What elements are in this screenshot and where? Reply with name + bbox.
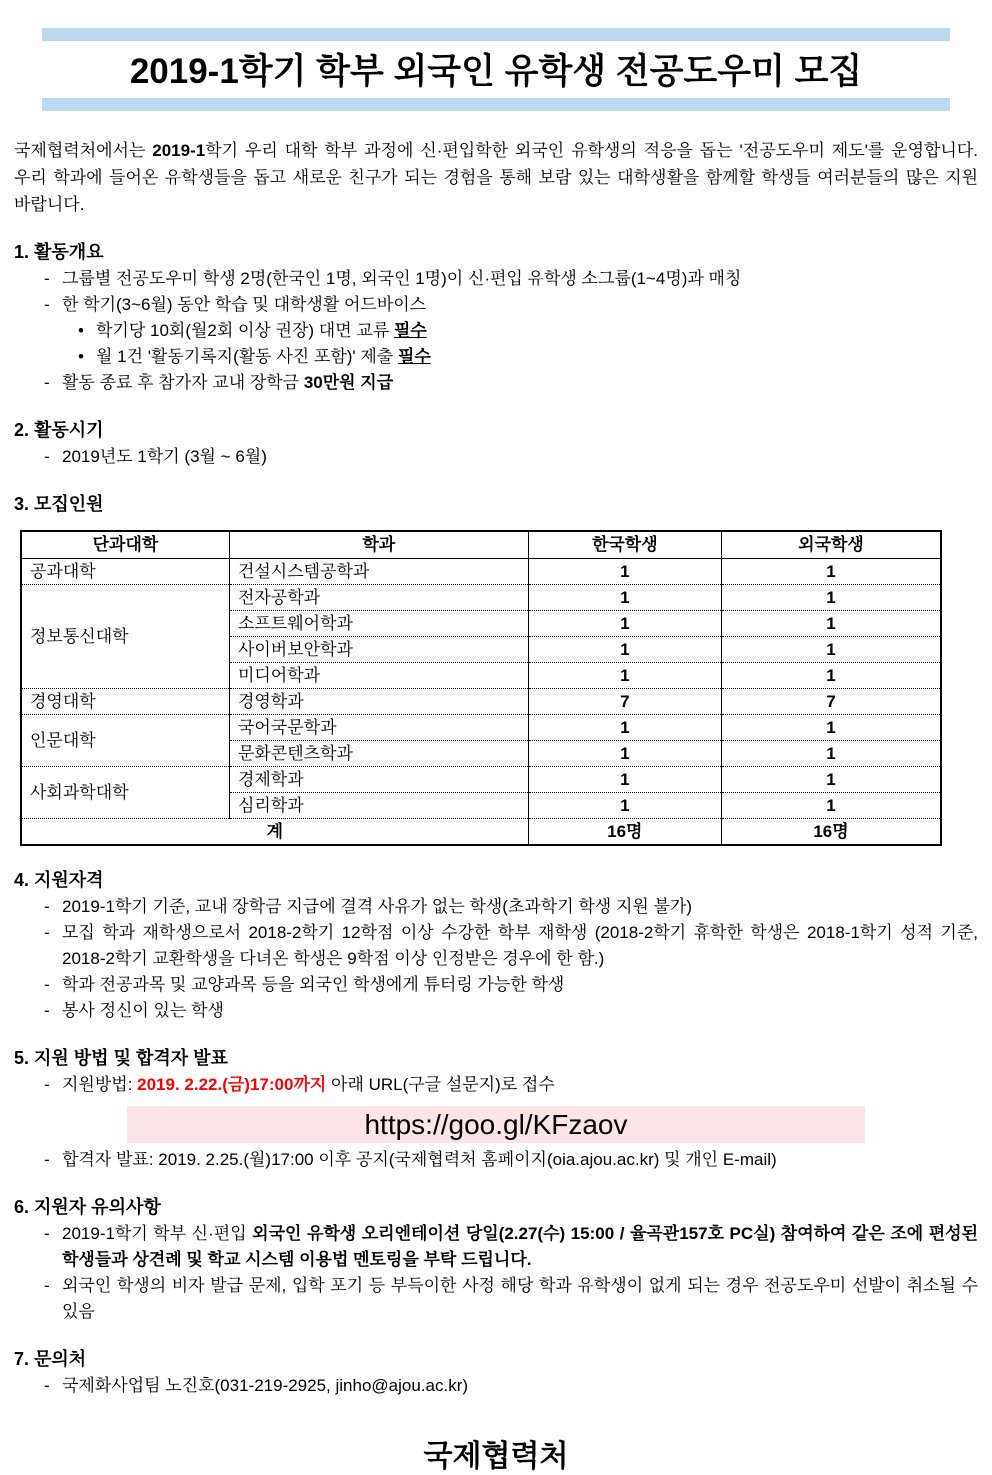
header-foreign-students: 외국학생: [722, 531, 942, 559]
foreign-count-cell: 1: [722, 767, 942, 793]
text-segment: 봉사 정신이 있는 학생: [62, 1001, 224, 1020]
text-segment: 2019-1: [152, 141, 206, 160]
title-bottom-bar: [42, 98, 950, 111]
section-6-items: [14, 1221, 978, 1325]
section-6-heading: 6. 지원자 유의사항: [14, 1197, 161, 1217]
text-segment: 그룹별 전공도우미 학생 2명(한국인 1명, 외국인 1명)이 신·편입 유학생 소그룹(1~4명)과 매칭: [62, 269, 742, 288]
korean-count-cell: 1: [528, 663, 721, 689]
table-row: [21, 715, 941, 741]
korean-count-cell: 1: [528, 741, 721, 767]
list-item-text: [62, 1072, 978, 1098]
text-segment: 월 1건 '활동기록지(활동 사진 포함)' 제출: [96, 347, 398, 366]
table-header-row: [21, 531, 941, 559]
college-cell: 경영대학: [21, 689, 229, 715]
title-top-bar: [42, 28, 950, 41]
list-item: [14, 344, 978, 370]
list-item: [14, 1072, 978, 1098]
list-marker: -: [44, 1376, 50, 1395]
list-item-text: [62, 444, 978, 470]
text-segment: 한 학기(3~6월) 동안 학습 및 대학생활 어드바이스: [62, 295, 427, 314]
list-item: [14, 318, 978, 344]
total-korean-cell: 16명: [528, 819, 721, 846]
total-foreign-cell: 16명: [722, 819, 942, 846]
text-segment: 2019년도 1학기 (3월 ~ 6월): [62, 447, 267, 466]
list-item: [14, 972, 978, 998]
list-item-text: [62, 1221, 978, 1273]
list-item: [14, 266, 978, 292]
list-item-text: [62, 1273, 978, 1325]
application-url-link[interactable]: https://goo.gl/KFzaov: [127, 1106, 865, 1143]
total-label-cell: 계: [21, 819, 528, 846]
text-segment: 외국인 학생의 비자 발급 문제, 입학 포기 등 부득이한 사정 해당 학과 유학생이 없게 되는 경우 전공도우미 선발이 취소될 수 있음: [62, 1276, 978, 1321]
list-item-text: [62, 998, 978, 1024]
title-block: [42, 28, 950, 111]
list-marker: -: [44, 975, 50, 994]
list-item-text: [62, 292, 978, 318]
list-item: [14, 1221, 978, 1273]
recruitment-table: [20, 530, 942, 846]
section-4-items: [14, 894, 978, 1024]
list-item: [14, 920, 978, 972]
table-row: [21, 559, 941, 585]
list-item: [14, 370, 978, 396]
korean-count-cell: 1: [528, 637, 721, 663]
department-cell: 전자공학과: [229, 585, 528, 611]
list-marker: -: [44, 295, 50, 314]
foreign-count-cell: 1: [722, 585, 942, 611]
text-segment: 국제협력처에서는: [14, 141, 153, 160]
text-segment: 국제화사업팀 노진호(031-219-2925, jinho@ajou.ac.kr): [62, 1376, 469, 1395]
department-cell: 심리학과: [229, 793, 528, 819]
list-item: [14, 894, 978, 920]
section-application-method: [14, 1046, 978, 1173]
list-item-text: [96, 318, 978, 344]
footer-org-name: 국제협력처: [423, 1440, 569, 1473]
department-cell: 경제학과: [229, 767, 528, 793]
list-marker: -: [44, 923, 50, 942]
college-cell: 정보통신대학: [21, 585, 229, 689]
college-cell: 인문대학: [21, 715, 229, 767]
foreign-count-cell: 1: [722, 793, 942, 819]
list-marker: -: [44, 447, 50, 466]
list-item-text: [96, 344, 978, 370]
department-cell: 건설시스템공학과: [229, 559, 528, 585]
section-activity-period: [14, 418, 978, 470]
list-marker: -: [44, 1276, 50, 1295]
list-marker: •: [78, 321, 84, 340]
text-segment: 필수: [397, 347, 431, 366]
section-2-items: [14, 444, 978, 470]
list-item: [14, 1373, 978, 1399]
section-eligibility: [14, 868, 978, 1024]
intro-paragraph: [14, 137, 978, 218]
section-4-heading: 4. 지원자격: [14, 870, 104, 890]
college-cell: 사회과학대학: [21, 767, 229, 819]
section-1-heading: 1. 활동개요: [14, 242, 104, 262]
korean-count-cell: 7: [528, 689, 721, 715]
section-7-items: [14, 1373, 978, 1399]
list-marker: -: [44, 1224, 50, 1243]
section-applicant-notes: [14, 1195, 978, 1325]
foreign-count-cell: 1: [722, 741, 942, 767]
text-segment: 활동 종료 후 참가자 교내 장학금: [62, 373, 304, 392]
korean-count-cell: 1: [528, 793, 721, 819]
text-segment: 합격자 발표: 2019. 2.25.(월)17:00 이후 공지(국제협력처 홈페이지(oia.ajou.ac.kr) 및 개인 E-mail): [62, 1150, 777, 1169]
text-segment: 학과 전공과목 및 교양과목 등을 외국인 학생에게 튜터링 가능한 학생: [62, 975, 565, 994]
korean-count-cell: 1: [528, 585, 721, 611]
list-item-text: [62, 266, 978, 292]
section-recruitment-numbers: [14, 492, 978, 846]
table-total-row: [21, 819, 941, 846]
list-item-text: [62, 920, 978, 972]
list-item-text: [62, 370, 978, 396]
list-item: [14, 1273, 978, 1325]
text-segment: 외국인 유학생 오리엔테이션 당일(2.27(수) 15:00 / 율곡관157호 PC실) 참여하여 같은 조에 편성된 학생들과 상견례 및 학교 시스템 이용법 멘토링을 부탁 드립니다.: [62, 1224, 979, 1269]
department-cell: 문화콘텐츠학과: [229, 741, 528, 767]
college-cell: 공과대학: [21, 559, 229, 585]
list-item-text: [62, 894, 978, 920]
list-item-text: [62, 1373, 978, 1399]
section-5-items-after: [14, 1147, 978, 1173]
korean-count-cell: 1: [528, 611, 721, 637]
text-segment: 학기 우리 대학 학부 과정에 신·편입학한 외국인 유학생의 적응을 돕는 '전공도우미 제도'를 운영합니다. 우리 학과에 들어온 유학생들을 돕고 새로운 친구가 되는 경험을 통해 보람 있는 대학생활을 함께할 학생들 여러분들의 많은 지원 바랍니다.: [14, 141, 978, 214]
korean-count-cell: 1: [528, 715, 721, 741]
list-marker: -: [44, 897, 50, 916]
list-item-text: [62, 972, 978, 998]
section-activity-overview: [14, 240, 978, 396]
table-row: [21, 585, 941, 611]
text-segment: 학기당 10회(월2회 이상 권장) 대면 교류: [96, 321, 394, 340]
list-marker: -: [44, 373, 50, 392]
list-marker: -: [44, 1001, 50, 1020]
text-segment: 30만원 지급: [303, 373, 394, 392]
section-1-items: [14, 266, 978, 396]
text-segment: 2019-1학기 기준, 교내 장학금 지급에 결격 사유가 없는 학생(초과학기 학생 지원 불가): [62, 897, 693, 916]
foreign-count-cell: 1: [722, 663, 942, 689]
section-5-heading: 5. 지원 방법 및 합격자 발표: [14, 1048, 228, 1068]
header-college: 단과대학: [21, 531, 229, 559]
department-cell: 사이버보안학과: [229, 637, 528, 663]
department-cell: 국어국문학과: [229, 715, 528, 741]
page-title: 2019-1학기 학부 외국인 유학생 전공도우미 모집: [129, 52, 863, 91]
list-item: [14, 292, 978, 318]
department-cell: 경영학과: [229, 689, 528, 715]
list-item: [14, 444, 978, 470]
header-korean-students: 한국학생: [528, 531, 721, 559]
table-body: [21, 559, 941, 846]
list-item: [14, 1147, 978, 1173]
foreign-count-cell: 1: [722, 637, 942, 663]
text-segment: 모집 학과 재학생으로서 2018-2학기 12학점 이상 수강한 학부 재학생 (2018-2학기 휴학한 학생은 2018-1학기 성적 기준, 2018-2학기 교환학생을 다녀온 학생은 9학점 이상 인정받은 경우에 한 함.): [62, 923, 978, 968]
list-marker: -: [44, 269, 50, 288]
list-item: [14, 998, 978, 1024]
foreign-count-cell: 7: [722, 689, 942, 715]
foreign-count-cell: 1: [722, 559, 942, 585]
section-5-items-before: [14, 1072, 978, 1098]
text-segment: 아래 URL(구글 설문지)로 접수: [326, 1075, 555, 1094]
list-marker: -: [44, 1075, 50, 1094]
section-3-heading: 3. 모집인원: [14, 494, 104, 514]
table-row: [21, 767, 941, 793]
list-item-text: [62, 1147, 978, 1173]
list-marker: -: [44, 1150, 50, 1169]
text-segment: 2019-1학기 학부 신·편입: [62, 1224, 253, 1243]
department-cell: 미디어학과: [229, 663, 528, 689]
korean-count-cell: 1: [528, 559, 721, 585]
notice-document: [0, 28, 992, 1475]
foreign-count-cell: 1: [722, 611, 942, 637]
department-cell: 소프트웨어학과: [229, 611, 528, 637]
korean-count-cell: 1: [528, 767, 721, 793]
text-segment: 필수: [393, 321, 427, 340]
text-segment: 2019. 2.22.(금)17:00까지: [137, 1075, 327, 1094]
section-2-heading: 2. 활동시기: [14, 420, 104, 440]
table-row: [21, 689, 941, 715]
section-7-heading: 7. 문의처: [14, 1349, 87, 1369]
header-department: 학과: [229, 531, 528, 559]
text-segment: 지원방법:: [62, 1075, 138, 1094]
list-marker: •: [78, 347, 84, 366]
foreign-count-cell: 1: [722, 715, 942, 741]
section-contact: [14, 1347, 978, 1399]
